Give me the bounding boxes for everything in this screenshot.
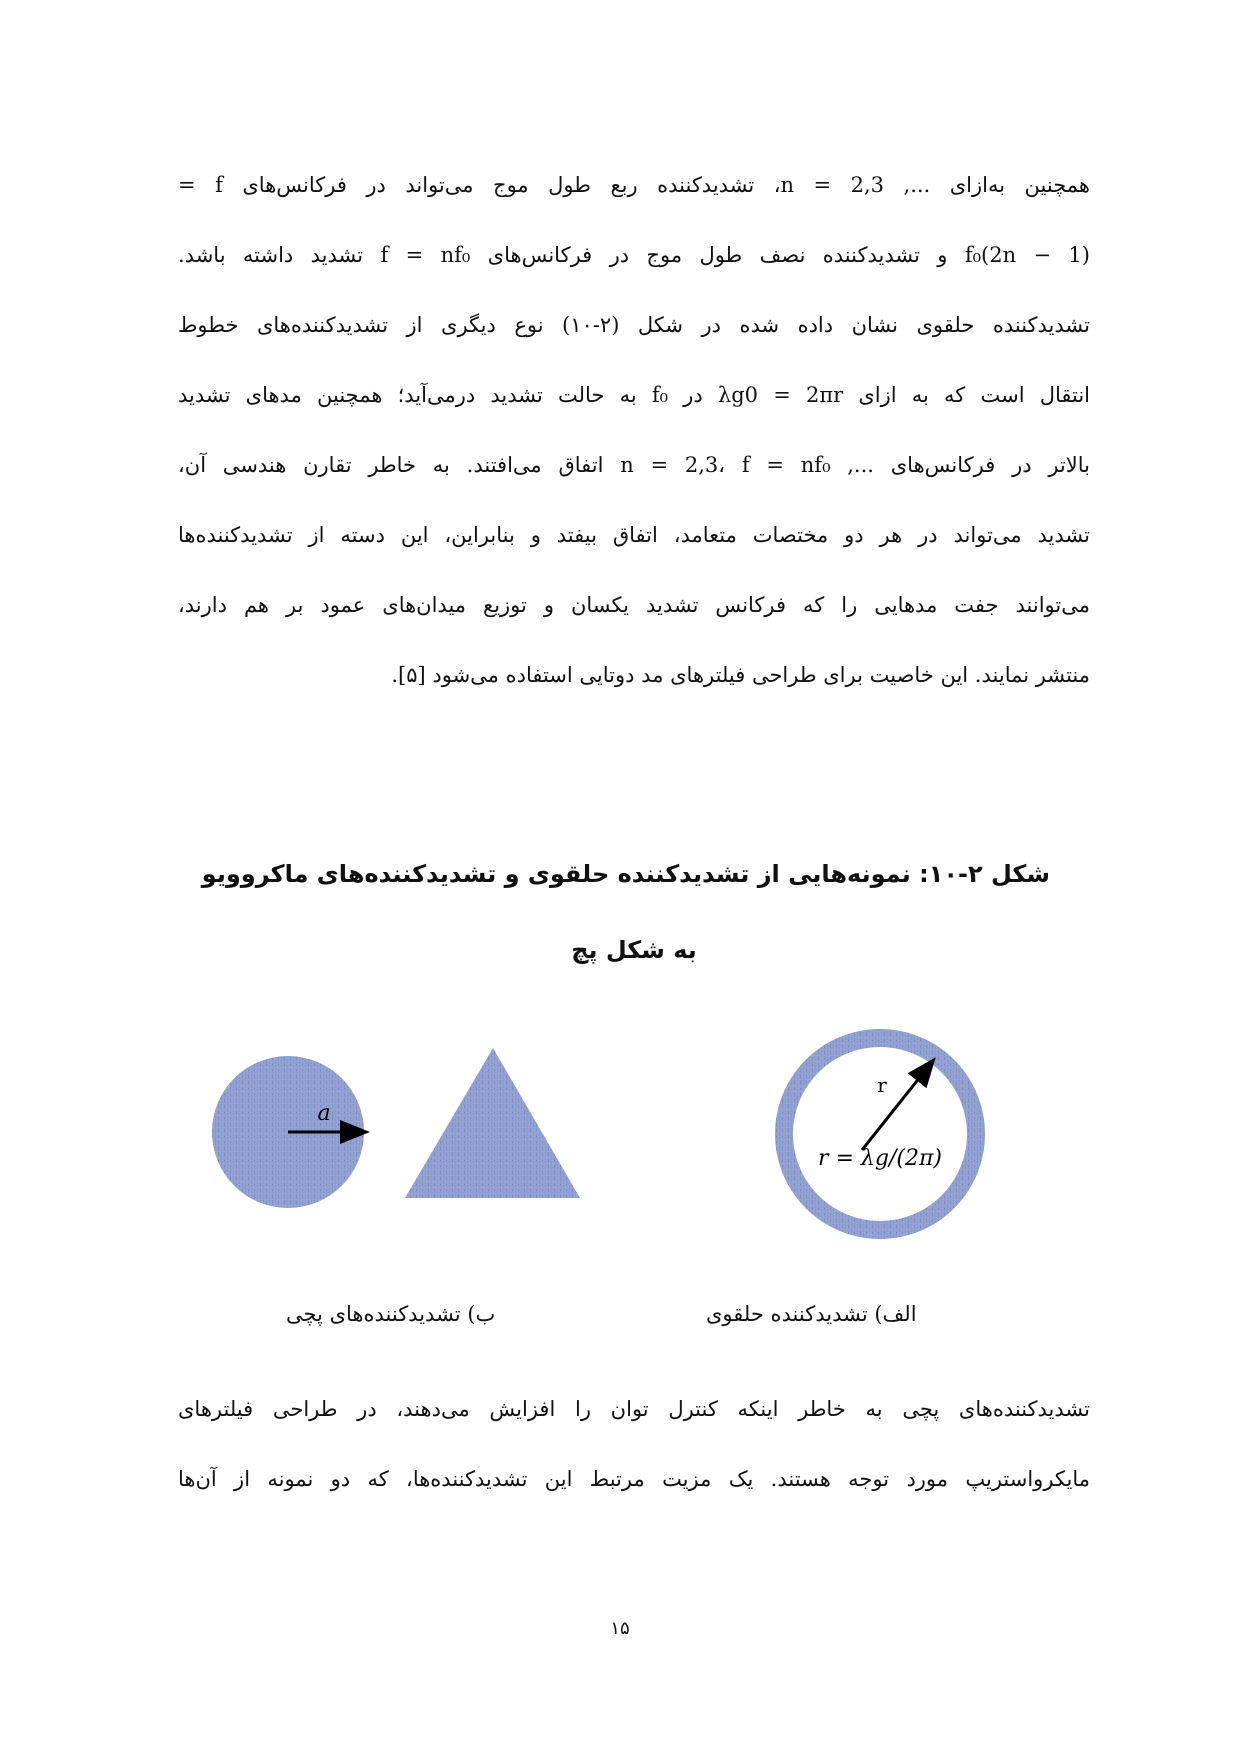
resonator-figure <box>0 1020 1240 1320</box>
triangular-patch <box>405 1048 580 1198</box>
ring-resonator <box>784 1038 976 1230</box>
text-line: منتشر نمایند. این خاصیت برای طراحی فیلترهای مد دوتایی استفاده می‌شود [۵]. <box>391 663 1090 687</box>
caption-line-2: به شکل پچ <box>571 936 697 964</box>
text-line: مایکرواستریپ مورد توجه هستند. یک مزیت مرتبط این تشدیدکننده‌ها، که دو نمونه از آن‌ها <box>178 1467 1090 1491</box>
radius-arrow-r <box>862 1062 932 1150</box>
sublabel-patch: ب) تشدیدکننده‌های پچی <box>286 1302 496 1326</box>
label-r: r <box>877 1073 887 1097</box>
text-line: بالاتر در فرکانس‌های ..., n = 2,3، f = nf₀ اتفاق می‌افتند. به خاطر تقارن هندسی آن، <box>178 453 1090 477</box>
figure-caption <box>178 836 1090 988</box>
paragraph-1 <box>178 150 1090 710</box>
text-line: تشدیدکننده‌های پچی به خاطر اینکه کنترل توان را افزایش می‌دهند، در طراحی فیلترهای <box>178 1397 1090 1421</box>
text-line: همچنین به‌ازای ..., n = 2,3، تشدیدکننده ربع طول موج می‌تواند در فرکانس‌های f = <box>178 173 1090 197</box>
label-a: a <box>317 1101 331 1126</box>
page-number: ۱۵ <box>610 1618 630 1639</box>
text-line: (2n − 1)f₀ و تشدیدکننده نصف طول موج در فرکانس‌های f = nf₀ تشدید داشته باشد. <box>178 243 1090 267</box>
ring-formula: r = λg/(2π) <box>818 1146 942 1171</box>
sublabel-ring: الف) تشدیدکننده حلقوی <box>706 1302 917 1326</box>
text-line: می‌توانند جفت مدهایی را که فرکانس تشدید یکسان و توزیع میدان‌های عمود بر هم دارند، <box>178 593 1090 617</box>
paragraph-2 <box>178 1374 1090 1514</box>
text-line: تشدیدکننده حلقوی نشان داده شده در شکل (۲-۱۰) نوع دیگری از تشدیدکننده‌های خطوط <box>178 313 1090 337</box>
text-line: انتقال است که به ازای λg0 = 2πr در f₀ به حالت تشدید درمی‌آید؛ همچنین مدهای تشدید <box>178 383 1090 407</box>
caption-line-1: شکل ۲-۱۰: نمونه‌هایی از تشدیدکننده حلقوی و تشدیدکننده‌های ماکروویو <box>201 860 1050 888</box>
text-line: تشدید می‌تواند در هر دو مختصات متعامد، اتفاق بیفتد و بنابراین، این دسته از تشدیدکننده‌ها <box>178 523 1090 547</box>
